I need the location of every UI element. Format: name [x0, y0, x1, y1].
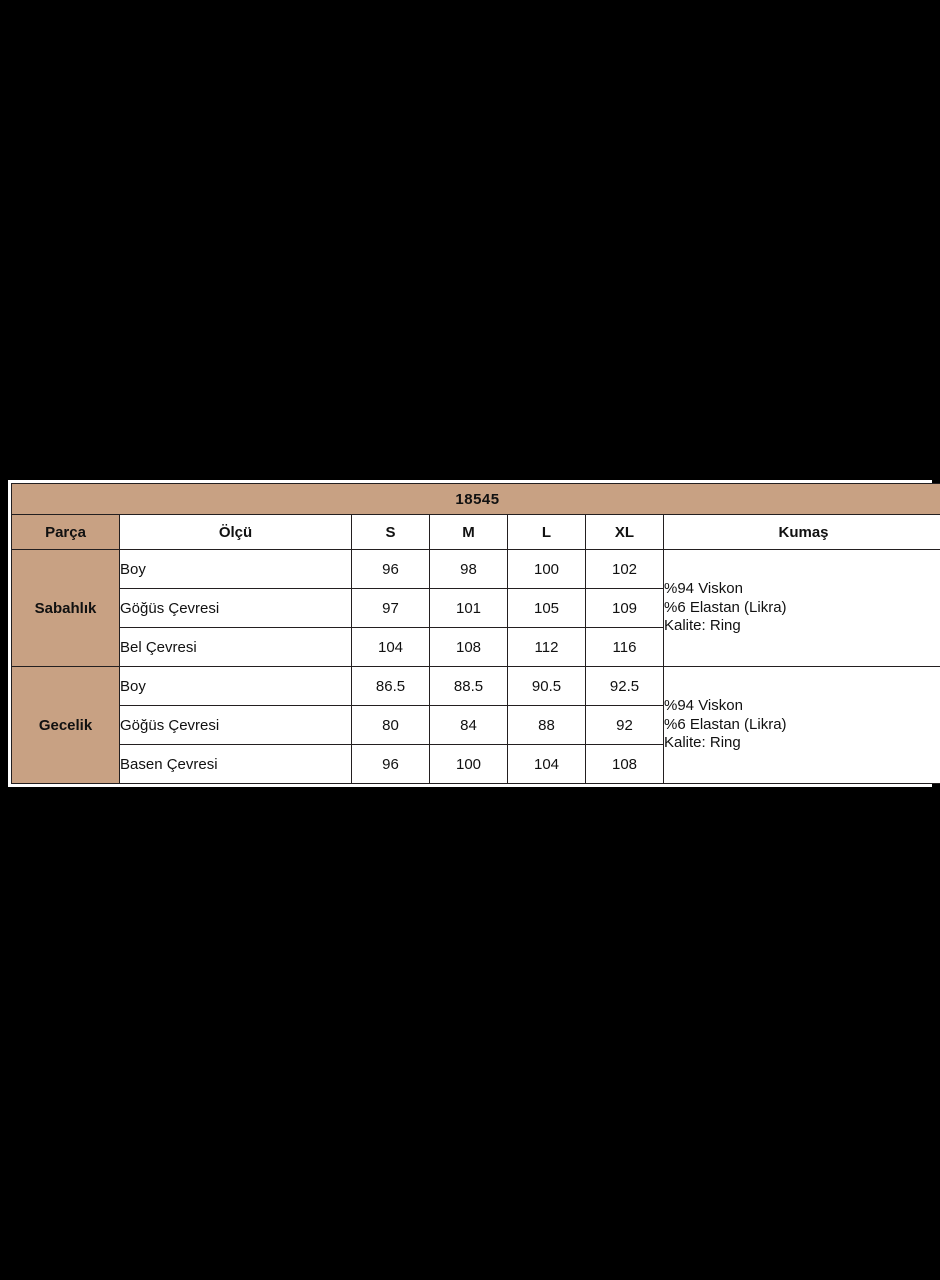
product-code-title: 18545: [12, 484, 940, 515]
fabric-info-gecelik: [664, 667, 940, 784]
table-header-row: [12, 515, 940, 550]
measure-value-m: 98: [430, 550, 508, 589]
measure-label: Göğüs Çevresi: [120, 706, 352, 745]
measure-label: Basen Çevresi: [120, 745, 352, 784]
measure-value-l: 90.5: [508, 667, 586, 706]
measure-value-l: 105: [508, 589, 586, 628]
measure-label: Boy: [120, 550, 352, 589]
header-measure: Ölçü: [120, 515, 352, 550]
measure-value-xl: 92.5: [586, 667, 664, 706]
measure-label: Göğüs Çevresi: [120, 589, 352, 628]
measure-value-s: 96: [352, 745, 430, 784]
fabric-line-composition: %94 Viskon: [664, 579, 743, 597]
group-label-sabahlik: Sabahlık: [12, 550, 120, 667]
measure-value-s: 86.5: [352, 667, 430, 706]
fabric-line-elastane: %6 Elastan (Likra): [664, 715, 787, 733]
measure-value-m: 88.5: [430, 667, 508, 706]
header-size-l: L: [508, 515, 586, 550]
header-size-m: M: [430, 515, 508, 550]
measure-value-xl: 108: [586, 745, 664, 784]
measure-value-m: 101: [430, 589, 508, 628]
fabric-line-elastane: %6 Elastan (Likra): [664, 598, 787, 616]
measure-label: Bel Çevresi: [120, 628, 352, 667]
table-title-row: [12, 484, 940, 515]
header-part: Parça: [12, 515, 120, 550]
size-chart-table: [11, 483, 940, 784]
table-row: [12, 667, 940, 706]
group-label-gecelik: Gecelik: [12, 667, 120, 784]
header-size-xl: XL: [586, 515, 664, 550]
measure-value-l: 88: [508, 706, 586, 745]
fabric-info-sabahlik: [664, 550, 940, 667]
measure-value-l: 104: [508, 745, 586, 784]
measure-value-l: 112: [508, 628, 586, 667]
measure-value-xl: 116: [586, 628, 664, 667]
fabric-line-composition: %94 Viskon: [664, 696, 743, 714]
table-row: [12, 550, 940, 589]
measure-value-s: 80: [352, 706, 430, 745]
measure-value-m: 100: [430, 745, 508, 784]
header-size-s: S: [352, 515, 430, 550]
measure-value-xl: 109: [586, 589, 664, 628]
header-fabric: Kumaş: [664, 515, 940, 550]
measure-value-l: 100: [508, 550, 586, 589]
measure-value-xl: 92: [586, 706, 664, 745]
fabric-line-quality: Kalite: Ring: [664, 734, 741, 752]
measure-value-xl: 102: [586, 550, 664, 589]
measure-value-s: 96: [352, 550, 430, 589]
measure-value-m: 108: [430, 628, 508, 667]
fabric-line-quality: Kalite: Ring: [664, 617, 741, 635]
measure-value-m: 84: [430, 706, 508, 745]
measure-value-s: 104: [352, 628, 430, 667]
measure-label: Boy: [120, 667, 352, 706]
size-chart-container: [8, 480, 932, 787]
measure-value-s: 97: [352, 589, 430, 628]
